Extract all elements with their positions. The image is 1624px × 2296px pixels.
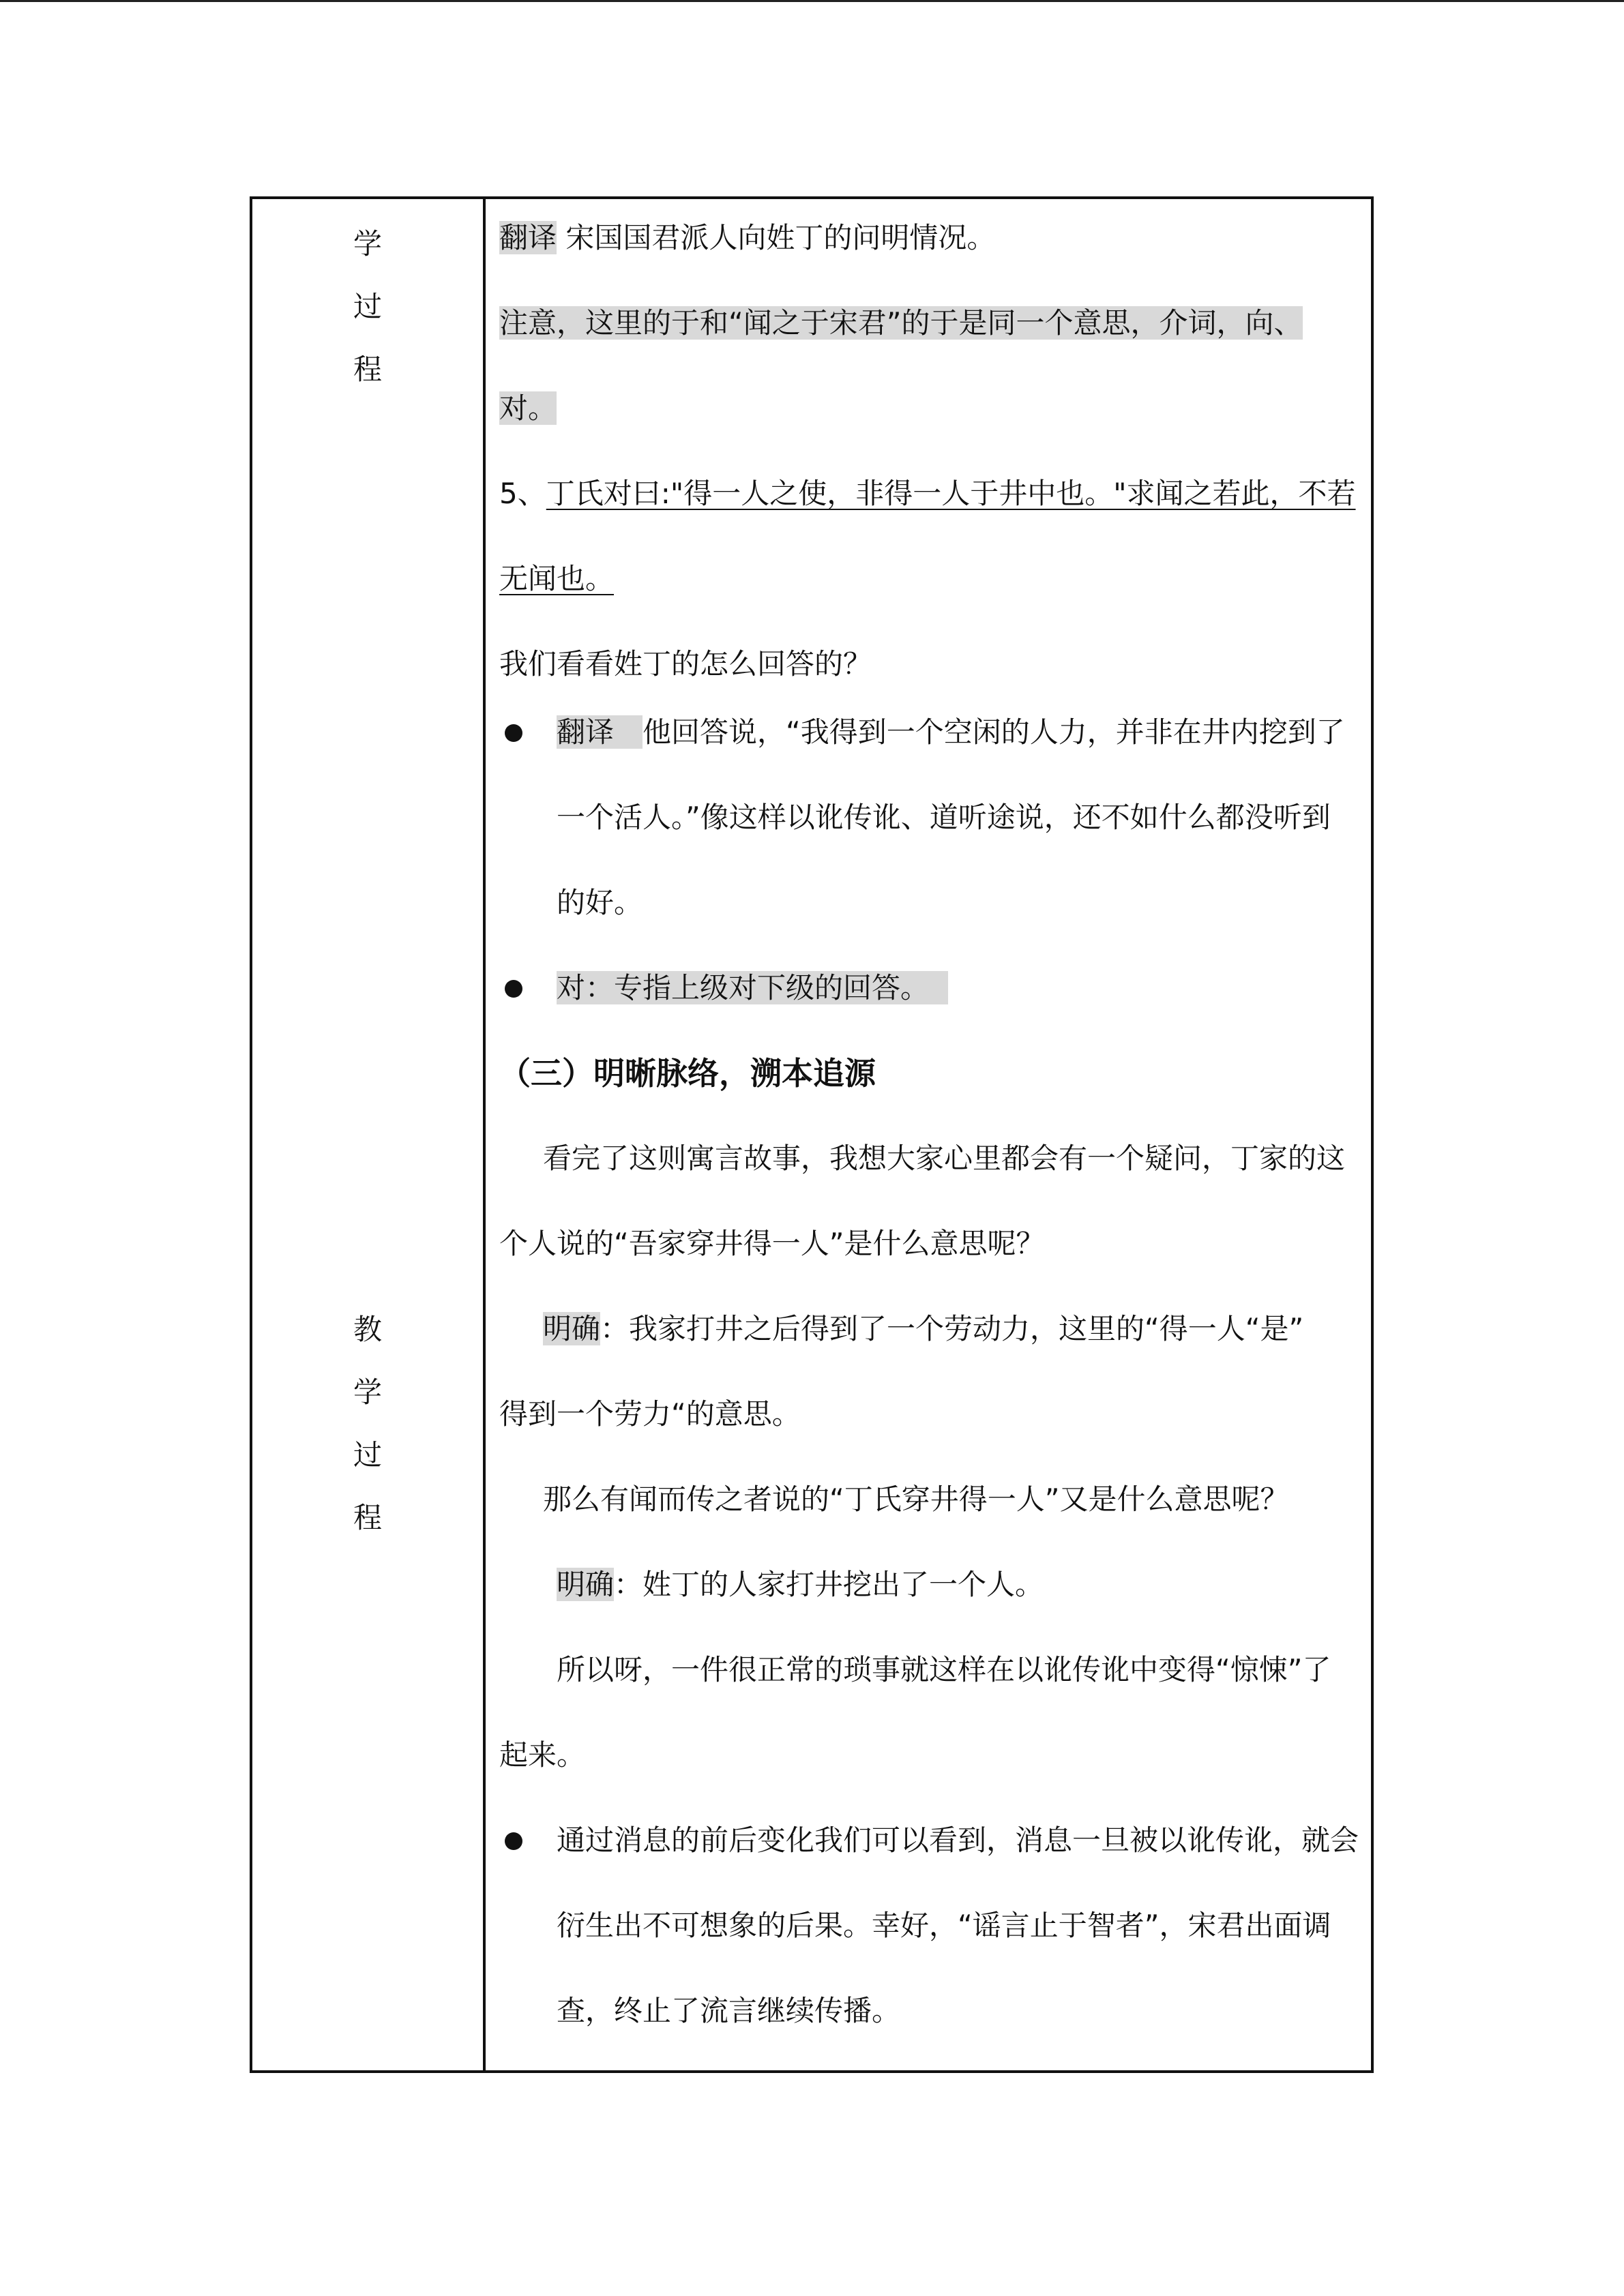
left-label-char: 程 [353, 353, 382, 386]
paragraph-5-line-1 [557, 1646, 1331, 1694]
bullet-3-line-3 [557, 1987, 900, 2035]
paragraph-text: 起来。 [499, 1738, 586, 1772]
bullet-icon [505, 1832, 522, 1850]
answer-1-line-1 [543, 1305, 1303, 1353]
left-label-char: 学 [353, 227, 382, 260]
item-5-line-1 [499, 470, 1356, 518]
section-heading [499, 1049, 876, 1097]
bullet-text: 衍生出不可想象的后果。幸好，“谣言止于智者”，宋君出面调 [557, 1909, 1331, 1942]
heading-text: （三）明晰脉络，溯本追源 [499, 1055, 876, 1092]
answer-text: ：姓丁的人家打井挖出了一个人。 [614, 1568, 1044, 1601]
bullet-text: 的好。 [557, 886, 643, 919]
answer-label: 明确 [557, 1568, 615, 1601]
quote-text: 丁氏对曰:"得一人之使，非得一人于井中也。"求闻之若此，不若 [546, 477, 1356, 510]
bullet-text: 查，终止了流言继续传播。 [557, 1994, 901, 2027]
bullet-3-line-1 [557, 1817, 1359, 1864]
note-text: 注意，这里的于和“闻之于宋君”的于是同一个意思，介词，向、 [499, 306, 1303, 340]
bullet-icon [505, 980, 522, 998]
paragraph-text: 个人说的“吾家穿井得一人”是什么意思呢？ [499, 1227, 1045, 1260]
answer-text: ：我家打井之后得到了一个劳动力，这里的“得一人“是” [600, 1312, 1304, 1345]
paragraph-1-line-2 [499, 1220, 1045, 1268]
translation-label: 翻译 [557, 715, 643, 749]
bullet-text: 一个活人。”像这样以讹传讹、道听途说，还不如什么都没听到 [557, 801, 1331, 834]
page-top-border [0, 0, 1624, 2]
quote-text: 无闻也。 [499, 562, 615, 595]
bullet-icon [505, 724, 522, 742]
item-5-line-2 [499, 555, 614, 603]
bullet-1-line-1 [557, 709, 1345, 756]
bullet-2-line [557, 964, 948, 1012]
bullet-text: 通过消息的前后变化我们可以看到，消息一旦被以讹传讹，就会 [557, 1823, 1359, 1857]
translation-text: 宋国国君派人向姓丁的问明情况。 [557, 221, 996, 254]
left-label-char: 程 [353, 1501, 382, 1534]
bullet-3-line-2 [557, 1902, 1331, 1950]
paragraph-text: 所以呀，一件很正常的琐事就这样在以讹传讹中变得“惊悚”了 [557, 1653, 1331, 1686]
translation-label: 翻译 [499, 221, 557, 254]
left-label-top [252, 213, 483, 401]
paragraph-1-line-1 [543, 1135, 1345, 1182]
paragraph-3-line [543, 1476, 1289, 1523]
paragraph-text: 看完了这则寓言故事，我想大家心里都会有一个疑问，丁家的这 [543, 1142, 1346, 1175]
bullet-text: 对：专指上级对下级的回答。 [557, 971, 948, 1004]
lesson-table [250, 196, 1374, 2073]
left-label-char: 教 [353, 1313, 382, 1346]
bullet-1-line-2 [557, 794, 1331, 841]
left-label-char: 过 [353, 290, 382, 323]
question-text: 我们看看姓丁的怎么回答的？ [499, 647, 872, 681]
answer-label: 明确 [543, 1312, 601, 1345]
note-line-2 [499, 385, 557, 432]
paragraph-text: 那么有闻而传之者说的“丁氏穿井得一人”又是什么意思呢？ [543, 1482, 1289, 1516]
left-label-char: 过 [353, 1438, 382, 1472]
item-number: 5、 [499, 477, 546, 510]
answer-1-line-2 [499, 1390, 801, 1438]
answer-text: 得到一个劳力“的意思。 [499, 1397, 801, 1431]
paragraph-5-line-2 [499, 1731, 585, 1779]
note-line-1 [499, 299, 1303, 347]
bullet-1-line-3 [557, 879, 643, 927]
answer-2-line [557, 1561, 1044, 1609]
bullet-text: 他回答说，“我得到一个空闲的人力，并非在井内挖到了 [643, 715, 1345, 749]
translation-line [499, 214, 995, 262]
note-text: 对。 [499, 391, 557, 425]
left-label-teaching-process [252, 1298, 483, 1549]
column-divider [483, 199, 486, 2070]
question-line [499, 640, 872, 688]
left-label-char: 学 [353, 1375, 382, 1409]
